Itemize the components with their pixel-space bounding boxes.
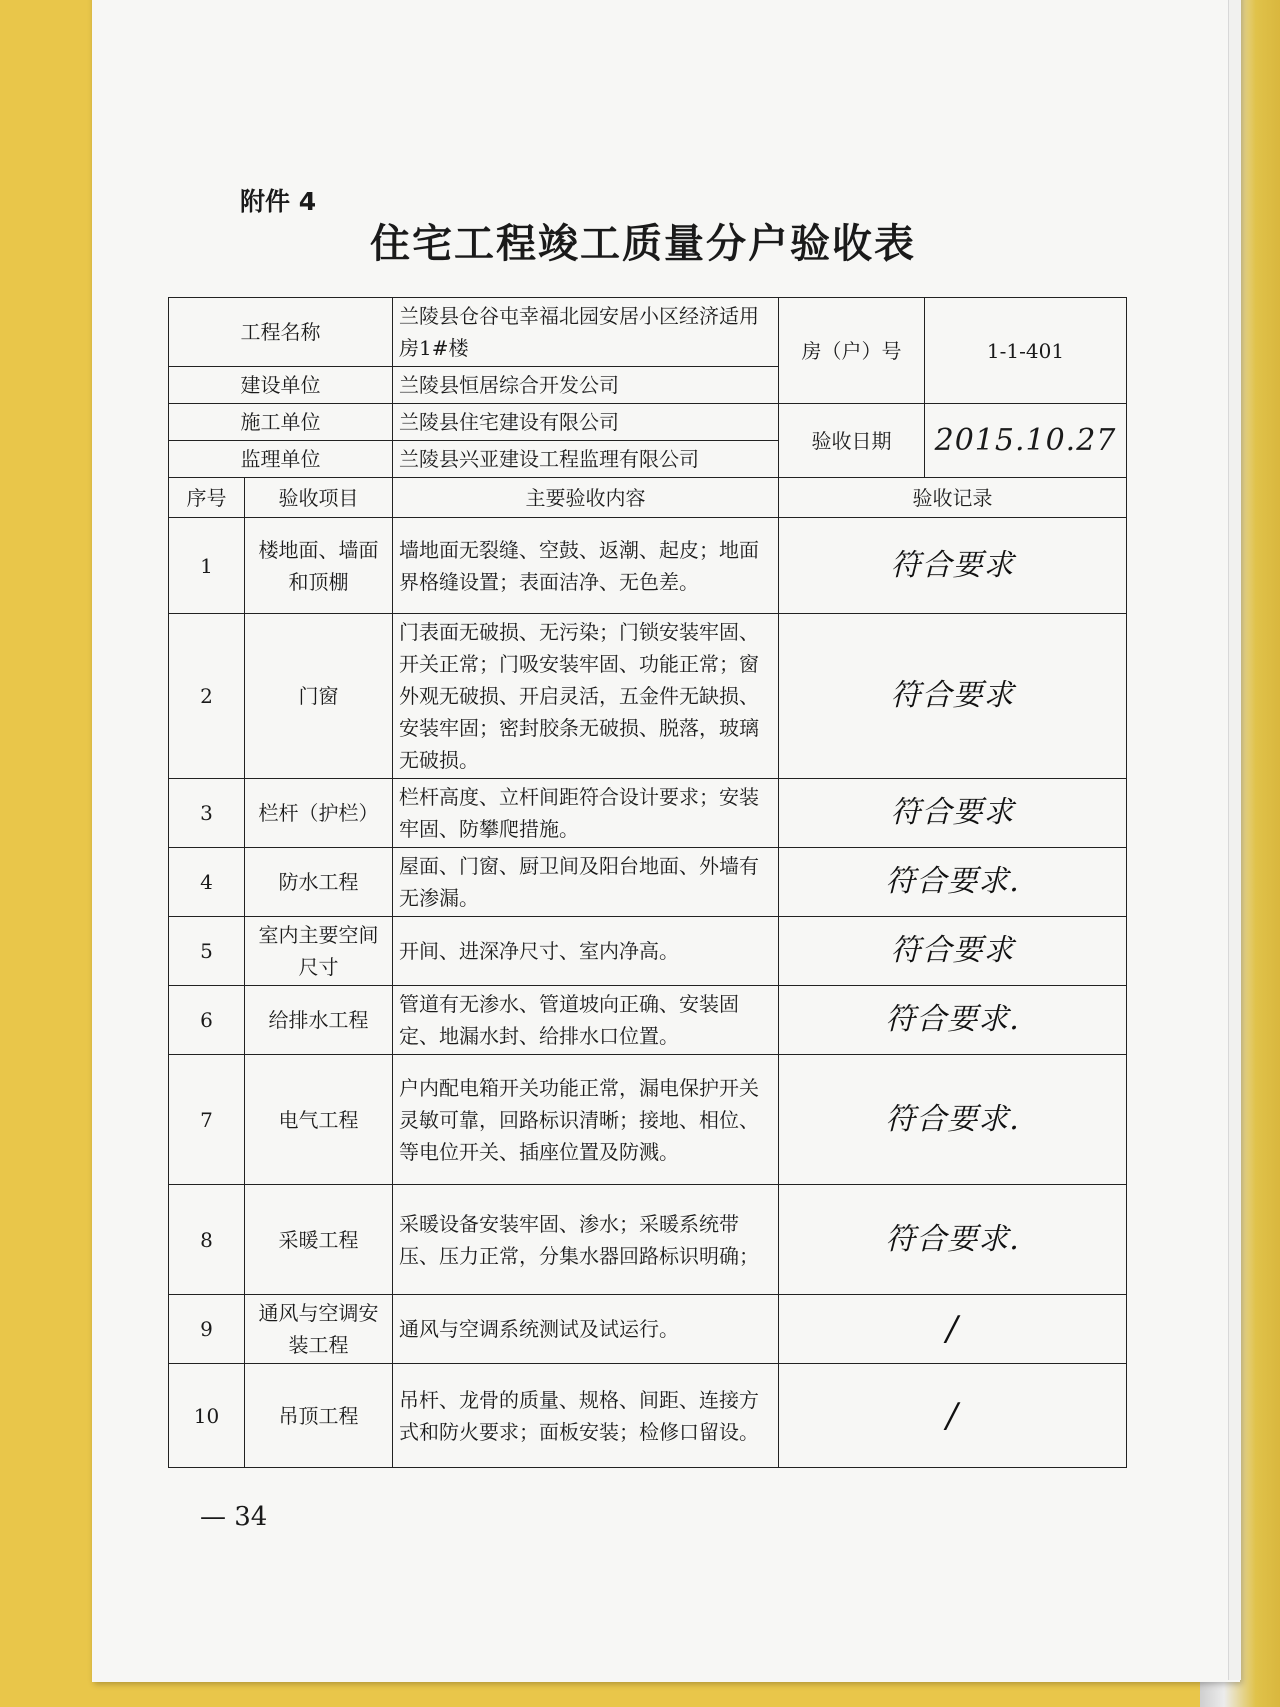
- table-row: [169, 848, 1127, 917]
- row-record: 符合要求.: [779, 848, 1127, 917]
- contractor-value: 兰陵县住宅建设有限公司: [393, 404, 779, 441]
- table-row: [169, 1364, 1127, 1468]
- row-record: 符合要求: [779, 779, 1127, 848]
- row-item: 防水工程: [245, 848, 393, 917]
- row-item: 通风与空调安装工程: [245, 1295, 393, 1364]
- col-header-record: 验收记录: [779, 478, 1127, 518]
- row-no: 3: [169, 779, 245, 848]
- row-content: 采暖设备安装牢固、渗水；采暖系统带压、压力正常，分集水器回路标识明确；: [393, 1185, 779, 1295]
- paper-edge: [1228, 0, 1241, 1680]
- row-item: 室内主要空间尺寸: [245, 917, 393, 986]
- row-record: 符合要求.: [779, 986, 1127, 1055]
- row-content: 户内配电箱开关功能正常，漏电保护开关灵敏可靠，回路标识清晰；接地、相位、等电位开关、插座位置及防溅。: [393, 1055, 779, 1185]
- row-content: 门表面无破损、无污染；门锁安装牢固、开关正常；门吸安装牢固、功能正常；窗外观无破损、开启灵活，五金件无缺损、 安装牢固；密封胶条无破损、脱落，玻璃无破损。: [393, 614, 779, 779]
- row-content: 开间、进深净尺寸、室内净高。: [393, 917, 779, 986]
- builder-label: 建设单位: [169, 367, 393, 404]
- attachment-label: 附件 4: [240, 187, 317, 216]
- project-name-value: 兰陵县仓谷屯幸福北园安居小区经济适用房1#楼: [393, 298, 779, 367]
- row-content: 管道有无渗水、管道坡向正确、安装固定、地漏水封、给排水口位置。: [393, 986, 779, 1055]
- row-content: 墙地面无裂缝、空鼓、返潮、起皮；地面界格缝设置；表面洁净、无色差。: [393, 518, 779, 614]
- row-no: 8: [169, 1185, 245, 1295]
- table-row: [169, 518, 1127, 614]
- date-value: 2015.10.27: [925, 404, 1127, 478]
- row-item: 电气工程: [245, 1055, 393, 1185]
- col-header-item: 验收项目: [245, 478, 393, 518]
- row-no: 6: [169, 986, 245, 1055]
- table-row: [169, 1295, 1127, 1364]
- row-no: 7: [169, 1055, 245, 1185]
- row-no: 1: [169, 518, 245, 614]
- page-title: 住宅工程竣工质量分户验收表: [370, 221, 916, 267]
- table-row: [169, 1185, 1127, 1295]
- row-content: 吊杆、龙骨的质量、规格、间距、连接方式和防火要求；面板安装；检修口留设。: [393, 1364, 779, 1468]
- page-number: — 34: [200, 1502, 268, 1532]
- row-record: 符合要求: [779, 917, 1127, 986]
- row-record: /: [779, 1295, 1127, 1364]
- row-item: 给排水工程: [245, 986, 393, 1055]
- contractor-label: 施工单位: [169, 404, 393, 441]
- row-record: 符合要求.: [779, 1055, 1127, 1185]
- row-no: 2: [169, 614, 245, 779]
- date-label: 验收日期: [779, 404, 925, 478]
- supervisor-value: 兰陵县兴亚建设工程监理有限公司: [393, 441, 779, 478]
- row-content: 屋面、门窗、厨卫间及阳台地面、外墙有无渗漏。: [393, 848, 779, 917]
- project-name-label: 工程名称: [169, 298, 393, 367]
- row-no: 9: [169, 1295, 245, 1364]
- supervisor-label: 监理单位: [169, 441, 393, 478]
- builder-value: 兰陵县恒居综合开发公司: [393, 367, 779, 404]
- table-row: [169, 1055, 1127, 1185]
- col-header-no: 序号: [169, 478, 245, 518]
- row-item: 吊顶工程: [245, 1364, 393, 1468]
- room-value: 1-1-401: [925, 298, 1127, 404]
- row-content: 栏杆高度、立杆间距符合设计要求；安装牢固、防攀爬措施。: [393, 779, 779, 848]
- row-record: /: [779, 1364, 1127, 1468]
- row-record: 符合要求.: [779, 1185, 1127, 1295]
- row-item: 楼地面、墙面和顶棚: [245, 518, 393, 614]
- row-no: 4: [169, 848, 245, 917]
- row-content: 通风与空调系统测试及试运行。: [393, 1295, 779, 1364]
- row-no: 10: [169, 1364, 245, 1468]
- table-row: [169, 917, 1127, 986]
- room-label: 房（户）号: [779, 298, 925, 404]
- row-item: 栏杆（护栏）: [245, 779, 393, 848]
- row-item: 门窗: [245, 614, 393, 779]
- table-header-row: [169, 478, 1127, 518]
- row-no: 5: [169, 917, 245, 986]
- table-row: [169, 614, 1127, 779]
- row-record: 符合要求: [779, 518, 1127, 614]
- col-header-content: 主要验收内容: [393, 478, 779, 518]
- inspection-table: [168, 297, 1127, 1468]
- row-item: 采暖工程: [245, 1185, 393, 1295]
- table-row: [169, 779, 1127, 848]
- table-row: [169, 986, 1127, 1055]
- row-record: 符合要求: [779, 614, 1127, 779]
